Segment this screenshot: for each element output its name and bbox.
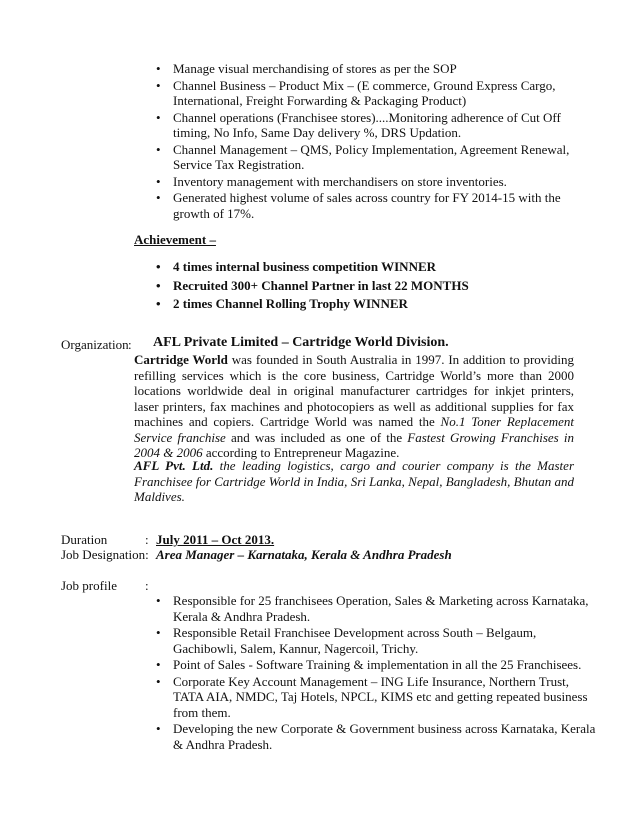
list-item: • 2 times Channel Rolling Trophy WINNER bbox=[156, 296, 596, 312]
achievements-list bbox=[156, 259, 596, 313]
duration-label: Duration bbox=[61, 532, 108, 547]
designation-label: Job Designation: bbox=[61, 547, 149, 562]
company-name: Cartridge World bbox=[134, 352, 228, 367]
organization-franchise-note bbox=[134, 458, 574, 505]
list-item: • 4 times internal business competition WINNER bbox=[156, 259, 596, 275]
list-item: • Recruited 300+ Channel Partner in last 22 MONTHS bbox=[156, 278, 596, 294]
designation-value: Area Manager – Karnataka, Kerala & Andhra Pradesh bbox=[156, 547, 452, 562]
duration-value: July 2011 – Oct 2013. bbox=[156, 532, 275, 547]
description-text: and was included as one of the bbox=[225, 429, 408, 445]
list-item: • Channel Business – Product Mix – (E commerce, Ground Express Cargo, International, Freight Forwarding & Packaging Product) bbox=[156, 78, 596, 109]
list-item: • Manage visual merchandising of stores as per the SOP bbox=[156, 61, 596, 77]
job-profile-label: Job profile bbox=[61, 578, 117, 593]
list-item: • Developing the new Corporate & Government business across Karnataka, Kerala & Andhra Pradesh. bbox=[156, 721, 596, 752]
job-profile-list bbox=[156, 593, 596, 753]
list-item: • Responsible Retail Franchisee Development across South – Belgaum, Gachibowli, Salem, Kannur, Nagercoil, Trichy. bbox=[156, 625, 596, 656]
franchisee-name: AFL Pvt. Ltd. bbox=[134, 458, 214, 473]
responsibilities-list bbox=[156, 61, 596, 222]
list-item: • Channel operations (Franchisee stores)....Monitoring adherence of Cut Off timing, No Info, Same Day delivery %, DRS Updation. bbox=[156, 110, 596, 141]
organization-description bbox=[134, 352, 574, 461]
organization-colon: : bbox=[128, 337, 132, 352]
duration-colon: : bbox=[145, 532, 149, 547]
franchise-text: the leading logistics, cargo and courier company is the Master Franchisee for Cartridge World in India, Sri Lanka, Nepal, Bangladesh, Bhutan and Maldives. bbox=[134, 458, 574, 504]
description-text: was founded in South Australia in 1997. In addition to providing refilling services which is the core business, Cartridge World’s more than 2000 locations worldwide deal in original manufacturer cartridges for inkjet printers, laser printers, fax machines and photocopiers as well as additional supplies for fax machines and copiers. Cartridge World was named the bbox=[134, 352, 574, 429]
achievement-heading: Achievement – bbox=[134, 232, 216, 247]
list-item: • Responsible for 25 franchisees Operation, Sales & Marketing across Karnataka, Kerala & Andhra Pradesh. bbox=[156, 593, 596, 624]
list-item: • Channel Management – QMS, Policy Implementation, Agreement Renewal, Service Tax Registration. bbox=[156, 142, 596, 173]
organization-label: Organization bbox=[61, 337, 129, 352]
list-item: • Corporate Key Account Management – ING Life Insurance, Northern Trust, TATA AIA, NMDC, Taj Hotels, NPCL, KIMS etc and getting repeated business from them. bbox=[156, 674, 596, 721]
description-text: according to Entrepreneur Magazine. bbox=[202, 445, 400, 460]
list-item: • Generated highest volume of sales across country for FY 2014-15 with the growth of 17%. bbox=[156, 190, 596, 221]
description-highlight: No.1 Toner Replacement Service franchise bbox=[134, 414, 574, 445]
organization-name: AFL Private Limited – Cartridge World Division. bbox=[153, 335, 449, 350]
job-profile-colon: : bbox=[145, 578, 149, 593]
description-highlight: Fastest Growing Franchises in 2004 & 2006 bbox=[134, 429, 574, 460]
list-item: • Inventory management with merchandisers on store inventories. bbox=[156, 174, 596, 190]
list-item: • Point of Sales - Software Training & implementation in all the 25 Franchisees. bbox=[156, 657, 596, 673]
